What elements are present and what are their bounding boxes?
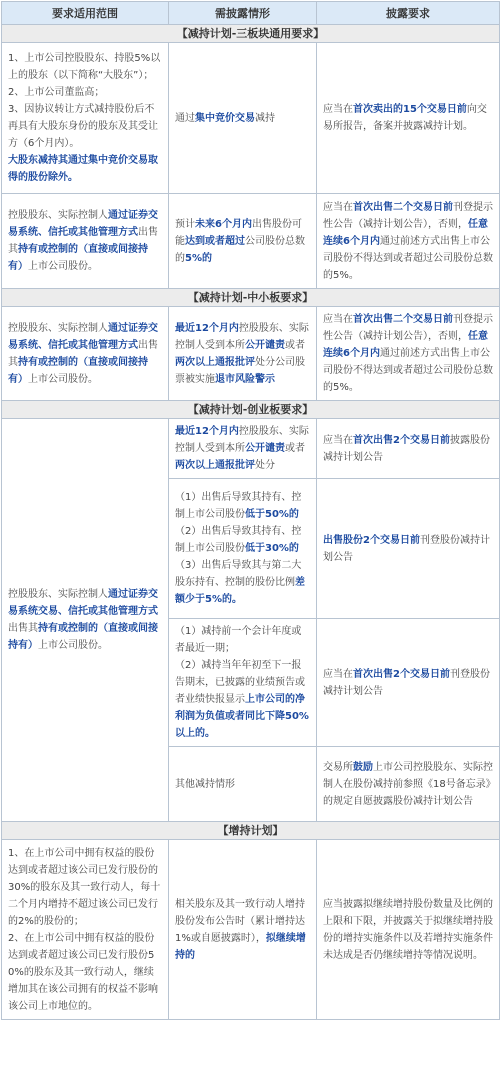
requirement-cell: 出售股份2个交易日前刊登股份减持计划公告 xyxy=(317,479,500,619)
situation-cell: （1）出售后导致其持有、控制上市公司股份低于50%的 （2）出售后导致其持有、控制上市公司股份低于30%的 （3）出售后导致其与第二大股东持有、控制的股份比例差额少于5%的。 xyxy=(169,479,317,619)
situation-cell: 预计未来6个月内出售股份可能达到或者超过公司股份总数的5%的 xyxy=(169,194,317,289)
situation-cell: 最近12个月内控股股东、实际控制人受到本所公开谴责或者两次以上通报批评处分 xyxy=(169,419,317,479)
section-title-chinext: 【减持计划-创业板要求】 xyxy=(2,401,500,419)
scope-cell: 1、在上市公司中拥有权益的股份达到或者超过该公司已发行股份的30%的股东及其一致行动人，每十二个月内增持不超过该公司已发行的2%的股份的； 2、在上市公司中拥有权益的股份达到或者超过该公司已发行股份50%的股东及其一致行动人，继续增加其在该公司拥有的权益不影响该公司上市地位的。 xyxy=(2,840,169,1020)
section-row-general xyxy=(2,25,500,43)
header-scope: 要求适用范围 xyxy=(2,2,169,25)
requirement-cell: 应当在首次出售二个交易日前刊登提示性公告（减持计划公告），否则，任意连续6个月内通过前述方式出售上市公司股份不得达到或者超过公司股份总数的5%。 xyxy=(317,307,500,401)
scope-cell: 控股股东、实际控制人通过证券交易系统、信托或其他管理方式出售其持有或控制的（直接或间接持有）上市公司股份。 xyxy=(2,194,169,289)
section-title-increase: 【增持计划】 xyxy=(2,822,500,840)
header-situation: 需披露情形 xyxy=(169,2,317,25)
situation-cell: 最近12个月内控股股东、实际控制人受到本所公开谴责或者两次以上通报批评处分公司股票被实施退市风险警示 xyxy=(169,307,317,401)
table-row xyxy=(2,419,500,479)
table-row xyxy=(2,840,500,1020)
section-title-general: 【减持计划-三板块通用要求】 xyxy=(2,25,500,43)
section-title-sme: 【减持计划-中小板要求】 xyxy=(2,289,500,307)
situation-cell: 相关股东及其一致行动人增持股份发布公告时（累计增持达1%或自愿披露时），拟继续增持的 xyxy=(169,840,317,1020)
requirement-cell: 应当在首次卖出的15个交易日前向交易所报告，备案并披露减持计划。 xyxy=(317,43,500,194)
situation-cell: 其他减持情形 xyxy=(169,747,317,822)
scope-cell: 控股股东、实际控制人通过证券交易系统、信托或其他管理方式出售其持有或控制的（直接或间接持有）上市公司股份。 xyxy=(2,307,169,401)
requirement-cell: 应当在首次出售2个交易日前刊登股份减持计划公告 xyxy=(317,619,500,747)
requirement-cell: 应当在首次出售二个交易日前刊登提示性公告（减持计划公告），否则，任意连续6个月内通过前述方式出售上市公司股份不得达到或者超过公司股份总数的5%。 xyxy=(317,194,500,289)
header-requirement: 披露要求 xyxy=(317,2,500,25)
table-row xyxy=(2,43,500,194)
scope-cell: 控股股东、实际控制人通过证券交易系统交易、信托或其他管理方式出售其持有或控制的（直接或间接持有）上市公司股份。 xyxy=(2,419,169,822)
table-header-row xyxy=(2,2,500,25)
table-row xyxy=(2,307,500,401)
scope-cell: 1、上市公司控股股东、持股5%以上的股东（以下简称“大股东”）； 2、上市公司董监高； 3、因协议转让方式减持股份后不再具有大股东身份的股东及其受让方（6个月内）。 大股东减持其通过集中竞价交易取得的股份除外。 xyxy=(2,43,169,194)
requirement-cell: 应当披露拟继续增持股份数量及比例的上限和下限，并披露关于拟继续增持股份的增持实施条件以及若增持实施条件未达成是否仍继续增持等情况说明。 xyxy=(317,840,500,1020)
requirement-cell: 应当在首次出售2个交易日前披露股份减持计划公告 xyxy=(317,419,500,479)
requirement-cell: 交易所鼓励上市公司控股股东、实际控制人在股份减持前参照《18号备忘录》的规定自愿披露股份减持计划公告 xyxy=(317,747,500,822)
situation-cell: 通过集中竞价交易减持 xyxy=(169,43,317,194)
section-row-sme xyxy=(2,289,500,307)
table-row xyxy=(2,194,500,289)
disclosure-table xyxy=(1,1,500,1020)
section-row-increase xyxy=(2,822,500,840)
situation-cell: （1）减持前一个会计年度或者最近一期； （2）减持当年年初至下一报告期末，已披露的业绩预告或者业绩快报显示上市公司的净利润为负值或者同比下降50%以上的。 xyxy=(169,619,317,747)
section-row-chinext xyxy=(2,401,500,419)
